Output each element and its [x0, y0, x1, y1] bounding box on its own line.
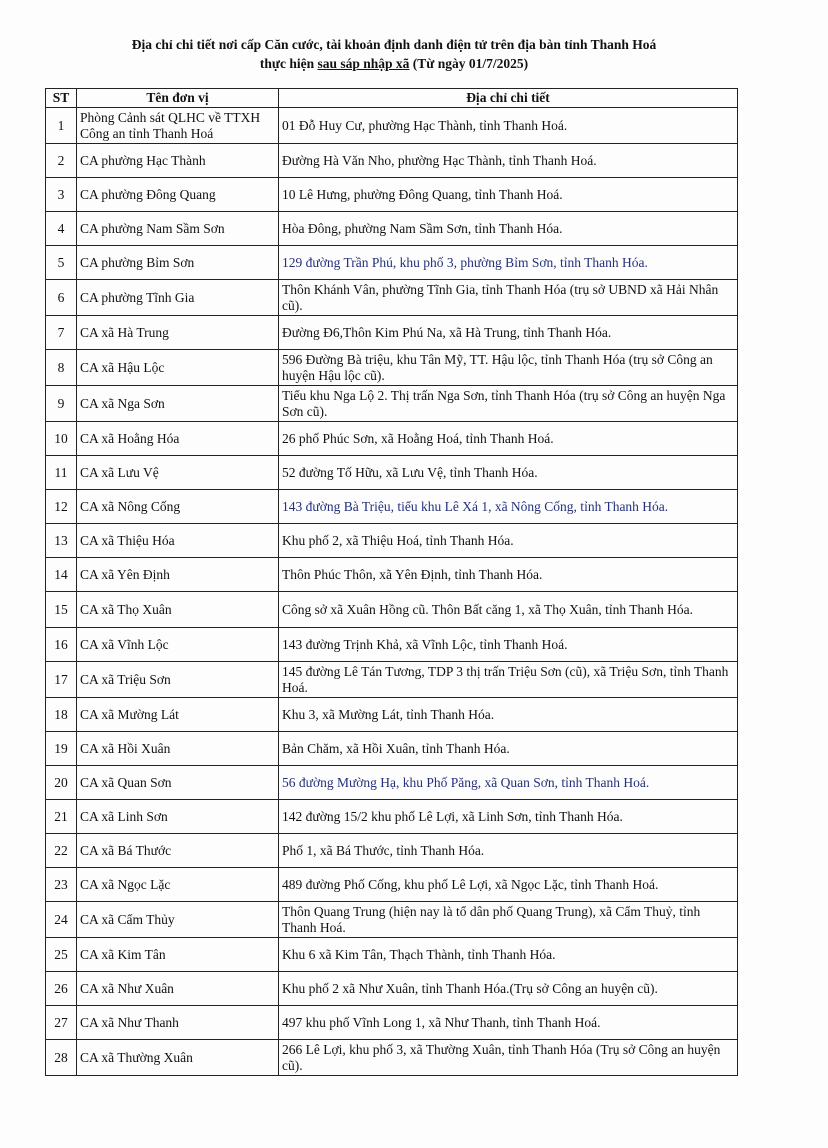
- row-number: 13: [46, 524, 77, 558]
- unit-name: CA xã Mường Lát: [77, 698, 279, 732]
- address-text: Khu 3, xã Mường Lát, tỉnh Thanh Hóa.: [279, 698, 738, 732]
- address-text: 01 Đỗ Huy Cư, phường Hạc Thành, tỉnh Thanh Hoá.: [279, 108, 738, 144]
- table-row: [46, 938, 738, 972]
- address-text: 143 đường Bà Triệu, tiểu khu Lê Xá 1, xã Nông Cống, tỉnh Thanh Hóa.: [279, 490, 738, 524]
- unit-name: CA xã Yên Định: [77, 558, 279, 592]
- row-number: 21: [46, 800, 77, 834]
- row-number: 5: [46, 246, 77, 280]
- address-text: 52 đường Tố Hữu, xã Lưu Vệ, tỉnh Thanh Hóa.: [279, 456, 738, 490]
- address-text: 143 đường Trịnh Khả, xã Vĩnh Lộc, tỉnh Thanh Hoá.: [279, 628, 738, 662]
- row-number: 23: [46, 868, 77, 902]
- unit-name: CA xã Thiệu Hóa: [77, 524, 279, 558]
- address-text: Thôn Quang Trung (hiện nay là tổ dân phố Quang Trung), xã Cẩm Thuỷ, tỉnh Thanh Hoá.: [279, 902, 738, 938]
- address-text: 142 đường 15/2 khu phố Lê Lợi, xã Linh Sơn, tỉnh Thanh Hóa.: [279, 800, 738, 834]
- address-text: 56 đường Mường Hạ, khu Phố Păng, xã Quan Sơn, tỉnh Thanh Hoá.: [279, 766, 738, 800]
- unit-name: CA xã Kim Tân: [77, 938, 279, 972]
- row-number: 19: [46, 732, 77, 766]
- address-text: 266 Lê Lợi, khu phố 3, xã Thường Xuân, tỉnh Thanh Hóa (Trụ sở Công an huyện cũ).: [279, 1040, 738, 1076]
- row-number: 10: [46, 422, 77, 456]
- row-number: 27: [46, 1006, 77, 1040]
- table-row: [46, 490, 738, 524]
- address-text: Bản Chăm, xã Hồi Xuân, tỉnh Thanh Hóa.: [279, 732, 738, 766]
- unit-name: Phòng Cảnh sát QLHC về TTXH Công an tỉnh Thanh Hoá: [77, 108, 279, 144]
- address-text: Đường Hà Văn Nho, phường Hạc Thành, tỉnh Thanh Hoá.: [279, 144, 738, 178]
- table-row: [46, 628, 738, 662]
- table-row: [46, 212, 738, 246]
- header-address: Địa chỉ chi tiết: [279, 89, 738, 108]
- table-row: [46, 246, 738, 280]
- unit-name: CA xã Nông Cống: [77, 490, 279, 524]
- table-row: [46, 1006, 738, 1040]
- table-row: [46, 766, 738, 800]
- row-number: 7: [46, 316, 77, 350]
- unit-name: CA xã Ngọc Lặc: [77, 868, 279, 902]
- table-row: [46, 316, 738, 350]
- table-row: [46, 800, 738, 834]
- address-text: Khu phố 2, xã Thiệu Hoá, tỉnh Thanh Hóa.: [279, 524, 738, 558]
- row-number: 22: [46, 834, 77, 868]
- unit-name: CA phường Bỉm Sơn: [77, 246, 279, 280]
- table-row: [46, 178, 738, 212]
- address-text: Thôn Khánh Vân, phường Tĩnh Gia, tỉnh Thanh Hóa (trụ sở UBND xã Hải Nhân cũ).: [279, 280, 738, 316]
- unit-name: CA xã Triệu Sơn: [77, 662, 279, 698]
- table-row: [46, 524, 738, 558]
- address-text: Phố 1, xã Bá Thước, tỉnh Thanh Hóa.: [279, 834, 738, 868]
- unit-name: CA xã Quan Sơn: [77, 766, 279, 800]
- row-number: 20: [46, 766, 77, 800]
- table-row: [46, 350, 738, 386]
- unit-name: CA phường Hạc Thành: [77, 144, 279, 178]
- address-table: [45, 88, 738, 1076]
- table-row: [46, 422, 738, 456]
- unit-name: CA xã Cẩm Thủy: [77, 902, 279, 938]
- row-number: 3: [46, 178, 77, 212]
- row-number: 18: [46, 698, 77, 732]
- row-number: 8: [46, 350, 77, 386]
- address-text: 497 khu phố Vĩnh Long 1, xã Như Thanh, tỉnh Thanh Hoá.: [279, 1006, 738, 1040]
- unit-name: CA xã Nga Sơn: [77, 386, 279, 422]
- address-text: Khu 6 xã Kim Tân, Thạch Thành, tỉnh Thanh Hóa.: [279, 938, 738, 972]
- table-row: [46, 732, 738, 766]
- unit-name: CA phường Nam Sầm Sơn: [77, 212, 279, 246]
- address-text: Thôn Phúc Thôn, xã Yên Định, tỉnh Thanh Hóa.: [279, 558, 738, 592]
- address-text: 596 Đường Bà triệu, khu Tân Mỹ, TT. Hậu lộc, tỉnh Thanh Hóa (trụ sở Công an huyện Hậu lộc cũ).: [279, 350, 738, 386]
- table-row: [46, 834, 738, 868]
- table-row: [46, 592, 738, 628]
- row-number: 25: [46, 938, 77, 972]
- row-number: 6: [46, 280, 77, 316]
- table-row: [46, 868, 738, 902]
- row-number: 14: [46, 558, 77, 592]
- unit-name: CA xã Như Xuân: [77, 972, 279, 1006]
- table-body: [46, 108, 738, 1076]
- row-number: 11: [46, 456, 77, 490]
- unit-name: CA xã Vĩnh Lộc: [77, 628, 279, 662]
- subtitle-suffix: (Từ ngày 01/7/2025): [409, 56, 529, 71]
- unit-name: CA xã Hậu Lộc: [77, 350, 279, 386]
- row-number: 1: [46, 108, 77, 144]
- unit-name: CA xã Như Thanh: [77, 1006, 279, 1040]
- table-row: [46, 456, 738, 490]
- table-row: [46, 1040, 738, 1076]
- table-row: [46, 108, 738, 144]
- unit-name: CA xã Lưu Vệ: [77, 456, 279, 490]
- row-number: 2: [46, 144, 77, 178]
- table-row: [46, 144, 738, 178]
- address-text: 145 đường Lê Tán Tương, TDP 3 thị trấn Triệu Sơn (cũ), xã Triệu Sơn, tỉnh Thanh Hoá.: [279, 662, 738, 698]
- unit-name: CA xã Thường Xuân: [77, 1040, 279, 1076]
- address-text: 26 phố Phúc Sơn, xã Hoằng Hoá, tỉnh Thanh Hoá.: [279, 422, 738, 456]
- row-number: 15: [46, 592, 77, 628]
- row-number: 28: [46, 1040, 77, 1076]
- table-row: [46, 386, 738, 422]
- unit-name: CA xã Bá Thước: [77, 834, 279, 868]
- table-row: [46, 902, 738, 938]
- table-row: [46, 972, 738, 1006]
- unit-name: CA xã Thọ Xuân: [77, 592, 279, 628]
- unit-name: CA phường Đông Quang: [77, 178, 279, 212]
- unit-name: CA xã Hồi Xuân: [77, 732, 279, 766]
- unit-name: CA xã Linh Sơn: [77, 800, 279, 834]
- address-text: 10 Lê Hưng, phường Đông Quang, tỉnh Thanh Hoá.: [279, 178, 738, 212]
- table-row: [46, 662, 738, 698]
- row-number: 4: [46, 212, 77, 246]
- address-text: Tiểu khu Nga Lộ 2. Thị trấn Nga Sơn, tỉnh Thanh Hóa (trụ sở Công an huyện Nga Sơn cũ).: [279, 386, 738, 422]
- table-header-row: [46, 89, 738, 108]
- address-text: Hòa Đông, phường Nam Sầm Sơn, tỉnh Thanh Hóa.: [279, 212, 738, 246]
- row-number: 26: [46, 972, 77, 1006]
- unit-name: CA phường Tĩnh Gia: [77, 280, 279, 316]
- address-text: Khu phố 2 xã Như Xuân, tỉnh Thanh Hóa.(Trụ sở Công an huyện cũ).: [279, 972, 738, 1006]
- row-number: 12: [46, 490, 77, 524]
- document-subtitle: [40, 55, 748, 73]
- table-row: [46, 558, 738, 592]
- row-number: 17: [46, 662, 77, 698]
- address-text: 129 đường Trần Phú, khu phố 3, phường Bỉm Sơn, tỉnh Thanh Hóa.: [279, 246, 738, 280]
- header-stt: ST: [46, 89, 77, 108]
- unit-name: CA xã Hoằng Hóa: [77, 422, 279, 456]
- unit-name: CA xã Hà Trung: [77, 316, 279, 350]
- table-row: [46, 280, 738, 316]
- header-unit-name: Tên đơn vị: [77, 89, 279, 108]
- row-number: 16: [46, 628, 77, 662]
- subtitle-underlined: sau sáp nhập xã: [317, 56, 410, 71]
- subtitle-prefix: thực hiện: [259, 56, 318, 71]
- table-row: [46, 698, 738, 732]
- row-number: 24: [46, 902, 77, 938]
- row-number: 9: [46, 386, 77, 422]
- address-text: Đường Đ6,Thôn Kim Phú Na, xã Hà Trung, tỉnh Thanh Hóa.: [279, 316, 738, 350]
- address-text: 489 đường Phố Cống, khu phố Lê Lợi, xã Ngọc Lặc, tỉnh Thanh Hoá.: [279, 868, 738, 902]
- address-text: Công sở xã Xuân Hồng cũ. Thôn Bất căng 1, xã Thọ Xuân, tỉnh Thanh Hóa.: [279, 592, 738, 628]
- document-title: Địa chỉ chi tiết nơi cấp Căn cước, tài khoản định danh điện tử trên địa bàn tỉnh Thanh Hoá: [131, 37, 657, 52]
